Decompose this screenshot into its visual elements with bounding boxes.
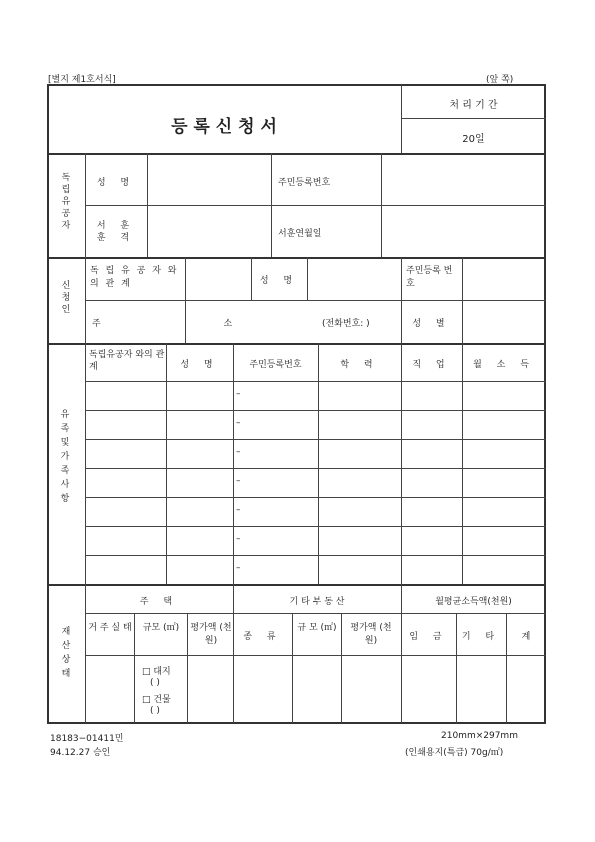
realty-type-header: 종 류	[243, 632, 282, 642]
form-code: 18183−01411민	[50, 734, 124, 744]
family-header-education: 학 력	[340, 360, 379, 370]
housing-value-header: 평가액 (천 원)	[190, 623, 232, 646]
patriot-section-label: 독립유공자	[61, 173, 71, 231]
housing-size-header: 규모 (㎡)	[142, 623, 180, 633]
rule	[47, 584, 546, 586]
rule	[85, 613, 546, 614]
rule	[47, 343, 546, 345]
rule	[187, 613, 188, 723]
other-income-header: 기 타	[461, 632, 501, 642]
other-realty-header: 기 타 부 동 산	[289, 597, 345, 607]
family-header-relation: 독립유공자 와의 관계	[89, 350, 165, 372]
family-header-income: 월 소 득	[473, 360, 535, 370]
building-checkbox[interactable]: □ 건물	[142, 695, 171, 705]
land-paren: ( )	[150, 678, 160, 688]
rule	[401, 343, 402, 584]
residence-header: 거 주 실 태	[88, 623, 132, 633]
rule	[292, 613, 293, 723]
rule	[85, 526, 546, 527]
rule	[401, 257, 402, 343]
page-side: (앞 쪽)	[486, 75, 514, 85]
realty-size-header: 규 모 (㎡)	[297, 623, 337, 633]
family-header-job: 직 업	[412, 360, 451, 370]
rule	[185, 257, 186, 343]
rule	[85, 497, 546, 498]
patriot-rrn-label: 주민등록번호	[278, 178, 331, 188]
approval-date: 94.12.27 승인	[50, 748, 111, 758]
applicant-sex-label: 성 별	[412, 319, 451, 329]
wage-header: 임 금	[409, 632, 448, 642]
applicant-rrn-label: 주민등록 번 호	[406, 266, 453, 289]
total-header: 계	[521, 632, 531, 642]
rule	[318, 343, 319, 584]
patriot-name-label: 성 명	[96, 178, 136, 188]
patriot-award-date-label: 서훈연월일	[278, 229, 322, 239]
rule	[462, 343, 463, 584]
rule	[147, 153, 148, 257]
income-header: 월평균소득액(천원)	[435, 597, 512, 607]
rule	[341, 613, 342, 723]
property-section-label: 재산상태	[61, 627, 71, 679]
rrn-dash: –	[236, 563, 241, 573]
rule	[85, 300, 546, 301]
rrn-dash: –	[236, 447, 241, 457]
realty-value-header: 평가액 (천 원)	[350, 623, 392, 646]
form-title: 등 록 신 청 서	[171, 117, 277, 137]
rrn-dash: –	[236, 476, 241, 486]
family-section-label: 유족및가족사항	[60, 410, 70, 504]
rrn-dash: –	[236, 505, 241, 515]
family-header-rrn: 주민등록번호	[249, 360, 302, 370]
applicant-relation-label: 독 립 유 공 자 와 의 관 계	[90, 266, 179, 289]
rule	[166, 343, 167, 584]
rule	[85, 205, 546, 206]
applicant-name-label: 성 명	[259, 276, 299, 286]
housing-header: 주 택	[139, 597, 179, 607]
family-header-name: 성 명	[180, 360, 219, 370]
rule	[271, 153, 272, 257]
rule	[134, 613, 135, 723]
rrn-dash: –	[236, 534, 241, 544]
rule	[47, 257, 546, 259]
rule	[85, 555, 546, 556]
land-checkbox[interactable]: □ 대지	[142, 667, 171, 677]
applicant-address-label: 주 소	[92, 319, 293, 329]
rule	[85, 439, 546, 440]
rule	[401, 118, 546, 119]
processing-period-label: 처 리 기 간	[449, 100, 498, 111]
rule	[47, 153, 546, 155]
rrn-dash: –	[236, 418, 241, 428]
rule	[85, 410, 546, 411]
applicant-phone-label: (전화번호: )	[322, 319, 370, 329]
rule	[85, 468, 546, 469]
rule	[85, 655, 546, 656]
rule	[85, 153, 86, 723]
rule	[381, 153, 382, 257]
rule	[233, 343, 234, 584]
paper-size: 210mm×297mm	[441, 731, 518, 741]
rule	[85, 381, 546, 382]
rule	[307, 257, 308, 300]
patriot-award-label: 서 훈 훈 격	[96, 221, 136, 243]
paper-spec: (인쇄용지(특급) 70g/㎡)	[405, 748, 504, 758]
building-paren: ( )	[150, 706, 160, 716]
applicant-section-label: 신청인	[61, 281, 71, 315]
form-number: [별지 제1호서식]	[48, 75, 116, 85]
rrn-dash: –	[236, 389, 241, 399]
processing-period-value: 20일	[462, 134, 485, 145]
rule	[462, 257, 463, 343]
